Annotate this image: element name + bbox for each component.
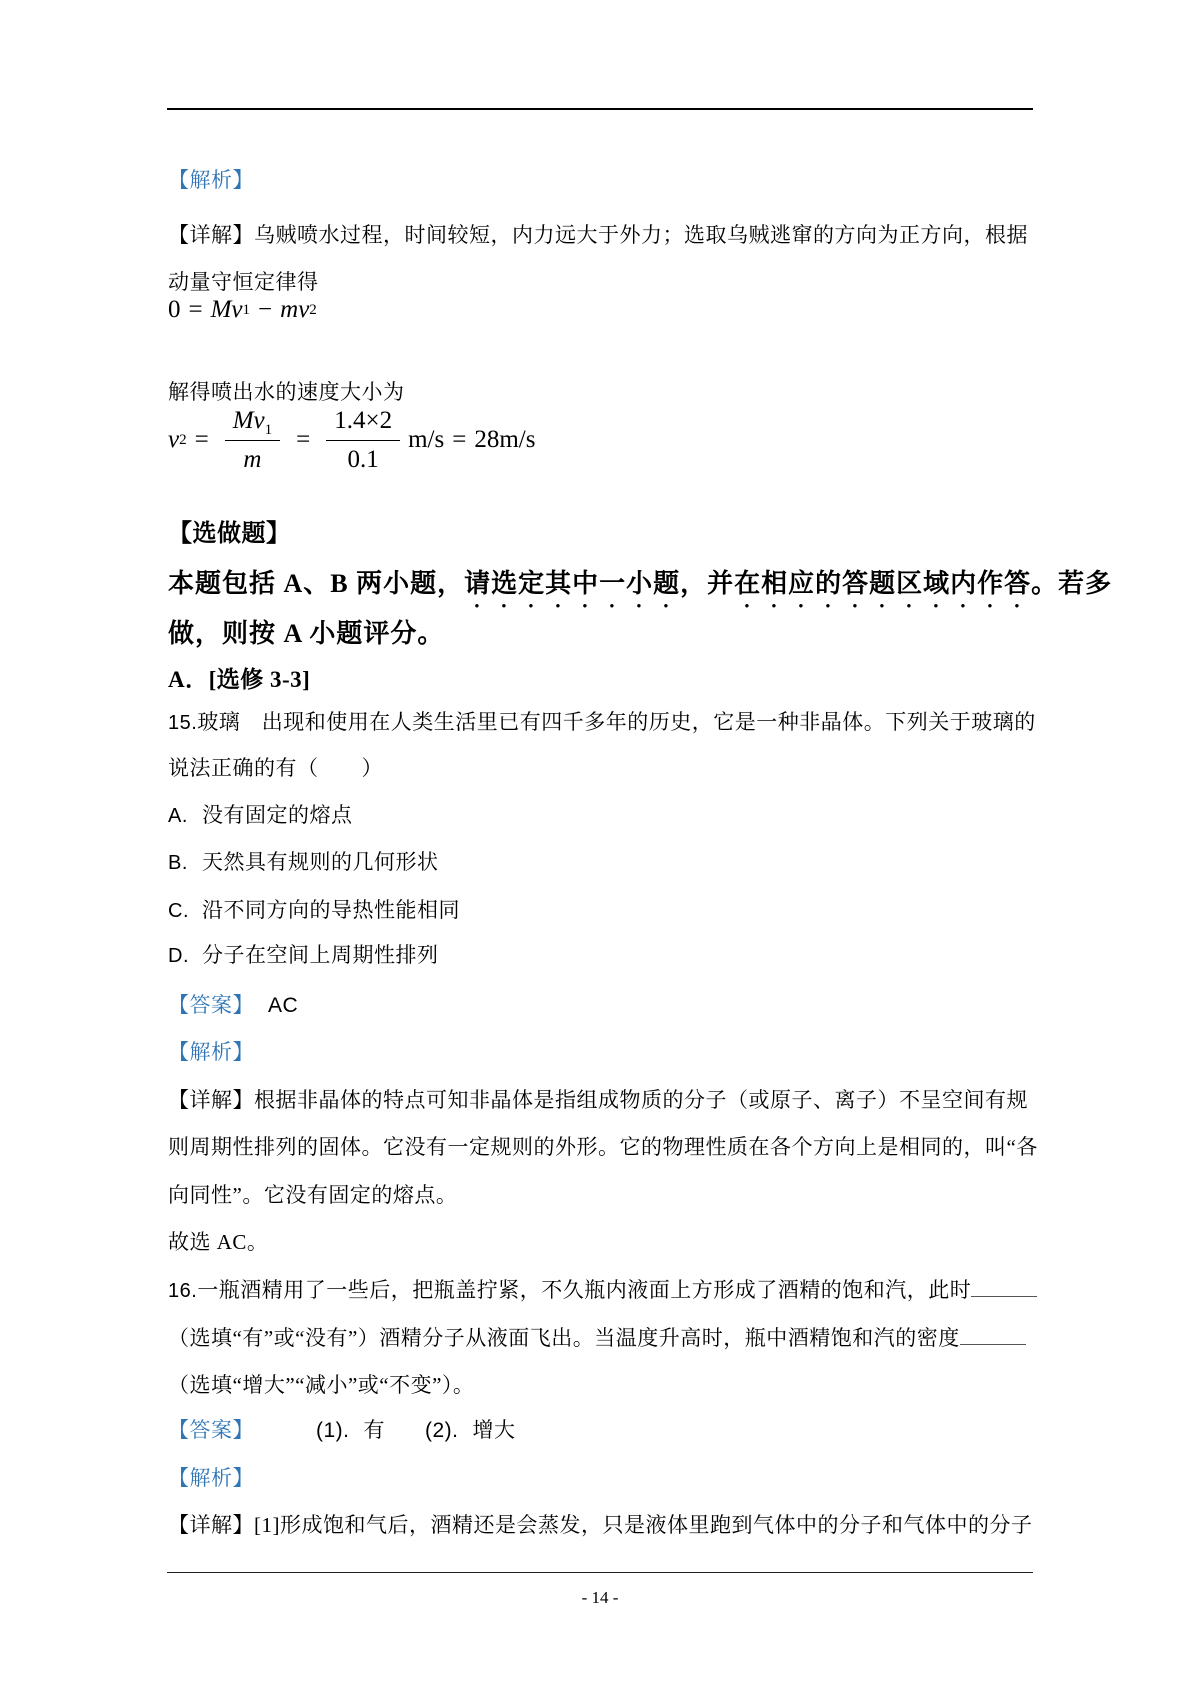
question-number: 15.	[168, 712, 198, 734]
q15-option-B	[168, 839, 439, 886]
option-text: 天然具有规则的几何形状	[202, 850, 439, 874]
page-number: - 14 -	[581, 1588, 619, 1607]
answer-2-label: (2).	[425, 1419, 459, 1442]
instr-seg: 做，则按 A 小题评分。	[168, 619, 445, 648]
option-letter: A.	[168, 805, 188, 827]
detail-tag: 【详解】	[168, 223, 254, 247]
minus-sign: −	[258, 296, 273, 323]
option-letter: D.	[168, 945, 189, 967]
q16-stem-line1	[168, 1267, 1037, 1314]
v2-base: v	[168, 426, 180, 453]
answer-tag: 【答案】	[168, 1418, 254, 1442]
instr-seg: 本题包括 A、B 两小题，	[168, 569, 465, 598]
fraction-numerator: 1.4×2	[326, 406, 400, 441]
q15-option-D	[168, 932, 439, 979]
option-letter: B.	[168, 852, 188, 874]
q14-analysis-line	[168, 157, 254, 204]
q15-option-A	[168, 792, 353, 839]
q16-detail-line	[168, 1502, 1033, 1549]
analysis-tag: 【解析】	[168, 168, 254, 192]
q16-stem-line2	[168, 1315, 1026, 1362]
stem-text: （选填“有”或“没有”）酒精分子从液面飞出。当温度升高时，瓶中酒精饱和汽的密度	[168, 1326, 960, 1350]
q15-analysis-line	[168, 1029, 254, 1076]
frac1-num-base: Mv	[232, 406, 265, 434]
footer-rule	[167, 1572, 1033, 1573]
result-value: 28m/s	[474, 426, 536, 453]
equals-sign: =	[194, 426, 209, 453]
q15-option-C	[168, 887, 460, 934]
fraction-denominator: m	[243, 445, 262, 473]
sectionA-title-text: A．[选修 3-3]	[168, 667, 311, 692]
q16-answer-line	[168, 1407, 516, 1454]
instr-seg: ，并	[680, 569, 735, 598]
q15-stem-line1	[168, 699, 1036, 746]
equals-sign: =	[296, 426, 311, 453]
formula-lhs: 0	[168, 296, 181, 323]
detail-text2: 动量守恒定律得	[168, 270, 319, 294]
fraction-symbolic	[225, 406, 280, 475]
answer-1-label: (1).	[316, 1419, 350, 1442]
detail-text: 根据非晶体的特点可知非晶体是指组成物质的分子（或原子、离子）不呈空间有规	[254, 1088, 1028, 1112]
fraction-numerator	[225, 406, 280, 441]
option-text: 分子在空间上周期性排列	[202, 943, 439, 967]
detail-text: 形成饱和气后，酒精还是会蒸发，只是液体里跑到气体中的分子和气体中的分子	[280, 1513, 1033, 1537]
detail-text: 乌贼喷水过程，时间较短，内力远大于外力；选取乌贼逃窜的方向为正方向，根据	[254, 223, 1028, 247]
optional-header-text: 【选做题】	[168, 521, 291, 547]
q15-detail-line2	[168, 1124, 1038, 1171]
answer-2-value: 增大	[472, 1418, 516, 1442]
answer-1-value: 有	[363, 1418, 385, 1442]
answer-value: AC	[268, 994, 299, 1017]
option-text: 沿不同方向的导热性能相同	[202, 898, 460, 922]
instr-seg: 。若多	[1031, 569, 1113, 598]
detail-text: 向同性”。它没有固定的熔点。	[168, 1183, 458, 1207]
q14-detail-line	[168, 212, 1028, 259]
equals-sign: =	[188, 296, 203, 323]
analysis-tag: 【解析】	[168, 1040, 254, 1064]
fill-in-blank	[960, 1324, 1026, 1345]
momentum-formula: 0 = Mv 1 − mv 2	[168, 296, 317, 323]
optional-instruction-line1	[168, 559, 1112, 609]
sectionA-title	[168, 656, 310, 704]
header-rule	[167, 108, 1033, 110]
instr-seg-emphasized: 请选定其中一小题	[464, 569, 681, 598]
option-text: 没有固定的熔点	[202, 803, 353, 827]
q15-detail-line3	[168, 1172, 457, 1219]
optional-instruction-line2	[168, 609, 444, 659]
equals-sign: =	[452, 426, 467, 453]
q15-detail-line1	[168, 1077, 1028, 1124]
detail-tag: 【详解】	[168, 1513, 254, 1537]
detail-tag: 【详解】	[168, 1088, 254, 1112]
velocity-formula: v 2 = $\frac{Mv_1}{m}$ = $\frac{1.4\times 2}{0.1}$ m/s = 28m/s	[168, 406, 536, 473]
q15-answer-line	[168, 982, 298, 1029]
q16-analysis-line	[168, 1455, 254, 1502]
fill-in-blank	[971, 1276, 1037, 1297]
instr-seg-emphasized: 在相应的答题区域内作答	[734, 569, 1032, 598]
solve-text: 解得喷出水的速度大小为	[168, 380, 405, 404]
detail-marker: [1]	[254, 1513, 280, 1537]
stem-text: 说法正确的有（ ）	[168, 756, 383, 780]
detail-text: 则周期性排列的固体。它没有一定规则的外形。它的物理性质在各个方向上是相同的，叫“各	[168, 1135, 1038, 1159]
optional-section-header	[168, 508, 291, 560]
q15-conclusion-line	[168, 1219, 268, 1266]
conclusion-text: 故选 AC。	[168, 1230, 269, 1254]
fraction-numeric	[326, 406, 400, 475]
q15-stem-line2	[168, 745, 383, 792]
frac1-num-sub: 1	[264, 421, 273, 438]
formula-term2: mv	[280, 296, 310, 323]
question-number: 16.	[168, 1280, 198, 1302]
analysis-tag: 【解析】	[168, 1466, 254, 1490]
formula-term1: Mv	[210, 296, 243, 323]
answer-tag: 【答案】	[168, 993, 254, 1017]
stem-text: 玻璃 出现和使用在人类生活里已有四千多年的历史，它是一种非晶体。下列关于玻璃的	[197, 710, 1036, 734]
fraction-denominator: 0.1	[347, 445, 379, 473]
stem-text: （选填“增大”“减小”或“不变”）。	[168, 1373, 475, 1397]
stem-text: 一瓶酒精用了一些后，把瓶盖拧紧，不久瓶内液面上方形成了酒精的饱和汽，此时	[197, 1278, 972, 1302]
option-letter: C.	[168, 900, 189, 922]
unit-label: m/s	[408, 426, 445, 453]
q16-stem-line3	[168, 1362, 474, 1409]
